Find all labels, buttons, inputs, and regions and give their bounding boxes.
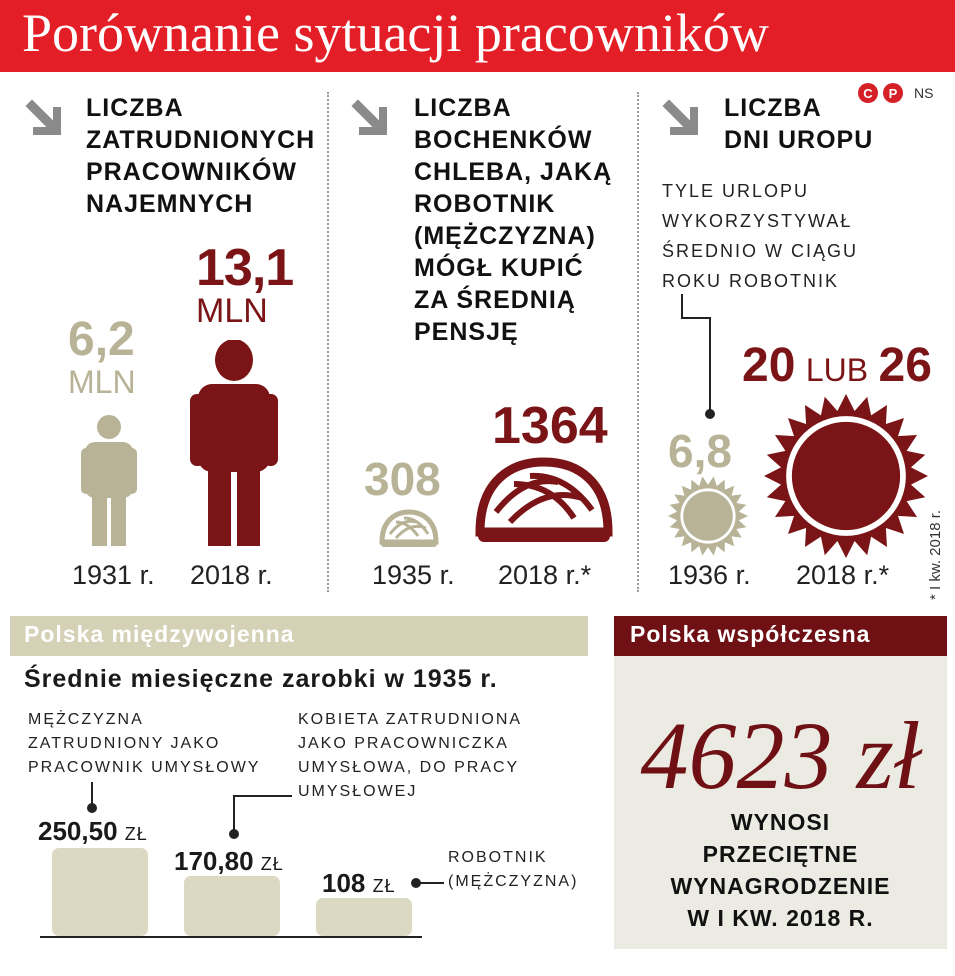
note-line: ROBOTNIK bbox=[448, 849, 548, 866]
note-line: WYKORZYSTYWAŁ bbox=[662, 211, 853, 231]
currency-unit: ZŁ bbox=[260, 854, 284, 874]
note-line: PRACOWNIK UMYSŁOWY bbox=[28, 759, 261, 776]
vacation-or: LUB bbox=[805, 352, 869, 388]
currency-unit: ZŁ bbox=[372, 876, 396, 896]
interwar-section-title: Polska międzywojenna bbox=[24, 621, 295, 647]
workers-2018-unit: MLN bbox=[196, 292, 268, 330]
caption-line: WYNOSI bbox=[730, 809, 831, 835]
heading-line: (MĘŻCZYZNA) bbox=[414, 222, 596, 250]
year-1931-label: 1931 r. bbox=[72, 560, 155, 590]
heading-line: LICZBA bbox=[414, 94, 512, 122]
heading-line: ROBOTNIK bbox=[414, 190, 556, 218]
vacation-2018-max: 26 bbox=[878, 339, 932, 392]
caption-line: PRZECIĘTNE bbox=[702, 841, 859, 867]
heading-line: DNI UROPU bbox=[724, 126, 874, 154]
year-2018-label: 2018 r. bbox=[190, 560, 273, 590]
caption-line: WYNAGRODZENIE bbox=[670, 873, 891, 899]
caption-line: W I KW. 2018 R. bbox=[687, 905, 874, 931]
year-1936-label: 1936 r. bbox=[668, 560, 751, 590]
woman-earnings-value: 170,80 bbox=[174, 846, 254, 876]
heading-line: LICZBA bbox=[724, 94, 822, 122]
year-2018-label: 2018 r.* bbox=[796, 560, 890, 590]
note-line: UMYSŁOWA, DO PRACY bbox=[298, 759, 520, 776]
heading-line: NAJEMNYCH bbox=[86, 190, 254, 218]
bread-1935-value: 308 bbox=[364, 453, 441, 505]
year-1935-label: 1935 r. bbox=[372, 560, 455, 590]
heading-line: LICZBA bbox=[86, 94, 184, 122]
author-initials: NS bbox=[914, 85, 934, 101]
heading-line: MÓGŁ KUPIĆ bbox=[414, 254, 584, 282]
year-2018-label: 2018 r.* bbox=[498, 560, 592, 590]
man-earnings-bar bbox=[52, 848, 148, 936]
note-line: ŚREDNIO W CIĄGU bbox=[662, 241, 859, 261]
modern-section-title: Polska współczesna bbox=[630, 621, 871, 647]
earnings-subtitle: Średnie miesięczne zarobki w 1935 r. bbox=[24, 665, 498, 693]
bread-2018-value: 1364 bbox=[492, 397, 608, 455]
heading-line: PENSJĘ bbox=[414, 318, 519, 346]
average-salary-value: 4623 zł bbox=[640, 702, 921, 809]
currency-unit: ZŁ bbox=[124, 824, 148, 844]
footnote-text: * I kw. 2018 r. bbox=[927, 509, 944, 600]
heading-line: PRACOWNIKÓW bbox=[86, 158, 297, 186]
note-line: ROKU ROBOTNIK bbox=[662, 271, 840, 291]
heading-line: CHLEBA, JAKĄ bbox=[414, 158, 613, 186]
copyright-c-icon: C bbox=[858, 83, 878, 103]
man-earnings-value: 250,50 bbox=[38, 816, 118, 846]
workers-1931-unit: MLN bbox=[68, 364, 136, 400]
vacation-2018-min: 20 bbox=[742, 339, 796, 392]
heading-line: BOCHENKÓW bbox=[414, 126, 593, 154]
note-line: JAKO PRACOWNICZKA bbox=[298, 735, 509, 752]
note-line: UMYSŁOWEJ bbox=[298, 783, 418, 800]
note-line: KOBIETA ZATRUDNIONA bbox=[298, 711, 523, 728]
page-title: Porównanie sytuacji pracowników bbox=[22, 3, 769, 63]
vacation-1936-value: 6,8 bbox=[668, 425, 732, 477]
workers-1931-value: 6,2 bbox=[68, 313, 135, 366]
heading-line: ZATRUDNIONYCH bbox=[86, 126, 316, 154]
note-line: TYLE URLOPU bbox=[662, 181, 810, 201]
average-salary-caption bbox=[614, 806, 947, 934]
note-line: MĘŻCZYZNA bbox=[28, 711, 144, 728]
workers-2018-value: 13,1 bbox=[196, 239, 294, 297]
worker-earnings-value: 108 bbox=[322, 868, 366, 898]
worker-earnings-bar bbox=[316, 898, 412, 936]
woman-earnings-bar bbox=[184, 876, 280, 936]
note-line: ZATRUDNIONY JAKO bbox=[28, 735, 221, 752]
heading-line: ZA ŚREDNIĄ bbox=[414, 286, 576, 314]
note-line: (MĘŻCZYZNA) bbox=[448, 873, 579, 890]
copyright-p-icon: P bbox=[883, 83, 903, 103]
